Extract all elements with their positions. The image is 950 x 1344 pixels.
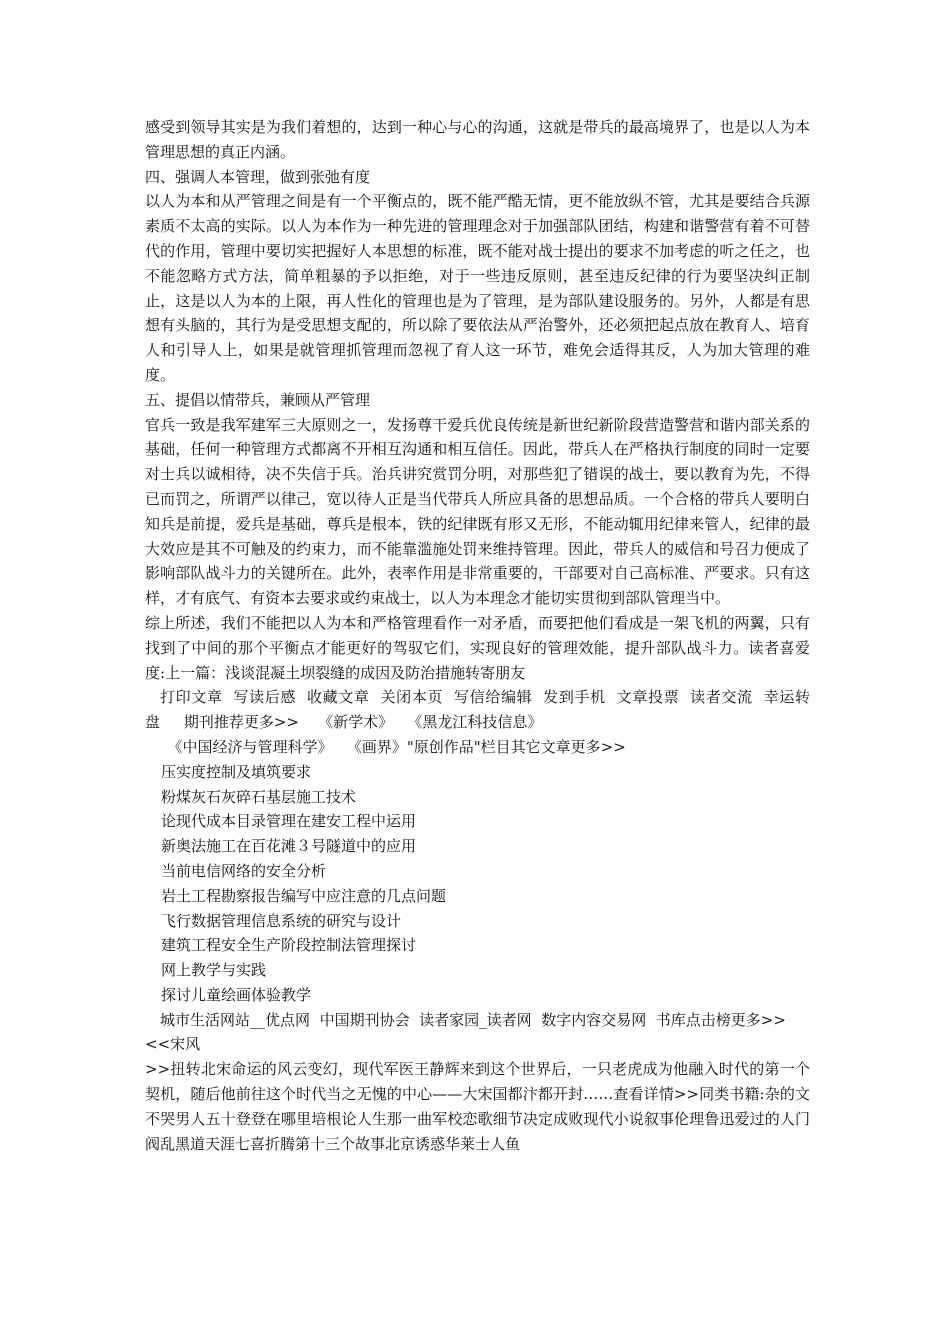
related-link[interactable]: 压实度控制及填筑要求 [161,762,312,781]
footer-link-5[interactable]: 书库点击榜更多>> [655,1010,786,1029]
list-item[interactable] [161,760,810,785]
footer-link-2[interactable]: 中国期刊协会 [319,1010,410,1029]
footer-link-4[interactable]: 数字内容交易网 [541,1010,647,1029]
list-item[interactable] [161,983,810,1008]
favorite-link[interactable]: 收藏文章 [307,688,370,707]
related-link[interactable]: 新奥法施工在百花滩３号隧道中的应用 [161,837,417,856]
reader-exchange-link[interactable]: 读者交流 [690,688,753,707]
book-description: >>扭转北宋命运的风云变幻，现代军医王静辉来到这个世界后，一只老虎成为他融入时代的第一个契机，随后他前往这个时代当之无愧的中心——大宋国都汴都开封……查看详情 [145,1060,810,1104]
prev-label: 上一篇： [165,663,226,682]
close-page-link[interactable]: 关闭本页 [380,688,444,707]
conclusion-paragraph [145,611,810,685]
share-link[interactable]: 转寄朋友 [465,663,526,682]
original-more-link[interactable]: "原创作品"栏目其它文章更多>> [406,737,626,756]
print-link[interactable]: 打印文章 [160,688,223,707]
submit-vote-link[interactable]: 文章投票 [616,688,680,707]
list-item[interactable] [161,859,810,884]
journal-link-2[interactable]: 《黑龙江科技信息》 [407,713,543,732]
related-link[interactable]: 探讨儿童绘画体验教学 [161,985,312,1004]
list-item[interactable] [161,909,810,934]
section-4-heading: 四、强调人本管理，做到张弛有度 [145,167,371,186]
section-4-body: 以人为本和从严管理之间是有一个平衡点的，既不能严酷无情，更不能放纵不管，尤其是要结合兵源素质不太高的实际。以人为本作为一种先进的管理理念对于加强部队团结，构建和谐警营有着不可替代的作用，管理中要切实把握好人本思想的标准，既不能对战士提出的要求不加考虑的听之任之，也不能忽略方式方法，简单粗暴的予以拒绝，对于一些违反原则，甚至违反纪律的行为要坚决纠正制止，这是以人为本的上限，再人性化的管理也是为了管理，是为部队建设服务的。另外，人都是有思想有头脑的，其行为是受思想支配的，所以除了要依法从严治警外，还必须把起点放在教育人、培育人和引导人上，如果是就管理抓管理而忽视了育人这一环节，难免会适得其反，人为加大管理的难度。 [145,192,810,384]
related-link[interactable]: 建筑工程安全生产阶段控制法管理探讨 [161,936,417,955]
send-phone-link[interactable]: 发到手机 [543,688,606,707]
related-link[interactable]: 论现代成本目录管理在建安工程中运用 [161,812,417,831]
footer-link-1[interactable]: 城市生活网站__优点网 [160,1010,311,1029]
journal-link-3[interactable]: 《中国经济与管理科学》 [167,737,333,756]
book-prev-nav[interactable] [145,1032,810,1057]
section-5-heading: 五、提倡以情带兵，兼顾从严管理 [145,390,371,409]
related-link[interactable]: 网上教学与实践 [161,961,267,980]
list-item[interactable] [161,933,810,958]
similar-books-label: >>同类书籍: [673,1085,765,1104]
journal-link-1[interactable]: 《新学术》 [318,713,394,732]
footer-link-3[interactable]: 读者家园_读者网 [419,1010,532,1029]
list-item[interactable] [161,834,810,859]
journal-more-link[interactable]: 期刊推荐更多>> [183,713,299,732]
book-prev-link[interactable]: <<宋风 [145,1035,201,1054]
article-intro: 感受到领导其实是为我们着想的，达到一种心与心的沟通，这就是带兵的最高境界了，也是以人为本管理思想的真正内涵。 [145,118,810,161]
journal-row [145,735,810,760]
related-articles-list [145,760,810,1008]
review-link[interactable]: 写读后感 [233,688,297,707]
list-item[interactable] [161,884,810,909]
prev-article-link[interactable]: 浅谈混凝土坝裂缝的成因及防治措施 [225,663,466,682]
related-link[interactable]: 岩土工程勘察报告编写中应注意的几点问题 [161,886,447,905]
journal-link-4[interactable]: 《画界》 [346,737,407,756]
footer-links [145,1008,810,1033]
article-page [145,115,810,1156]
list-item[interactable] [161,809,810,834]
conclusion-text: 综上所述，我们不能把以人为本和严格管理看作一对矛盾，而要把他们看成是一架飞机的两翼，只有找到了中间的那个平衡点才能更好的驾驭它们，实现良好的管理效能，提升部队战斗力。 [145,613,810,657]
related-link[interactable]: 当前电信网络的安全分析 [161,861,327,880]
related-link[interactable]: 飞行数据管理信息系统的研究与设计 [161,911,402,930]
lucky-wheel-link[interactable]: 幸运转盘 [145,688,810,732]
article-toolbar [145,685,810,735]
similar-books-list[interactable]: 杂的文不哭男人五十登登在哪里培根论人生那一曲军校恋歌细节决定成败现代小说叙事伦理鲁迅爱过的人门阀乱黑道天涯七喜折腾第十三个故事北京诱惑华莱士人鱼 [145,1085,810,1153]
write-editor-link[interactable]: 写信给编辑 [454,688,533,707]
section-5-body: 官兵一致是我军建军三大原则之一，发扬尊干爱兵优良传统是新世纪新阶段营造警营和谐内部关系的基础，任何一种管理方式都离不开相互沟通和相互信任。因此，带兵人在严格执行制度的同时一定要对士兵以诚相待，决不失信于兵。治兵讲究赏罚分明，对那些犯了错误的战士，要以教育为先，不得已而罚之，所谓严以律己，宽以待人正是当代带兵人所应具备的思想品质。一个合格的带兵人要明白知兵是前提，爱兵是基础，尊兵是根本，铁的纪律既有形又无形，不能动辄用纪律来管人，纪律的最大效应是其不可触及的约束力，而不能靠滥施处罚来维持管理。因此，带兵人的威信和号召力便成了影响部队战斗力的关键所在。此外，表率作用是非常重要的，干部要对自己高标准、严要求。只有这样，才有底气、有资本去要求或约束战士，以人为本理念才能切实贯彻到部队管理当中。 [145,415,810,608]
rating-label: 读者喜爱度: [145,638,810,682]
list-item[interactable] [161,958,810,983]
list-item[interactable] [161,785,810,810]
related-link[interactable]: 粉煤灰石灰碎石基层施工技术 [161,787,357,806]
book-description-paragraph [145,1057,810,1156]
